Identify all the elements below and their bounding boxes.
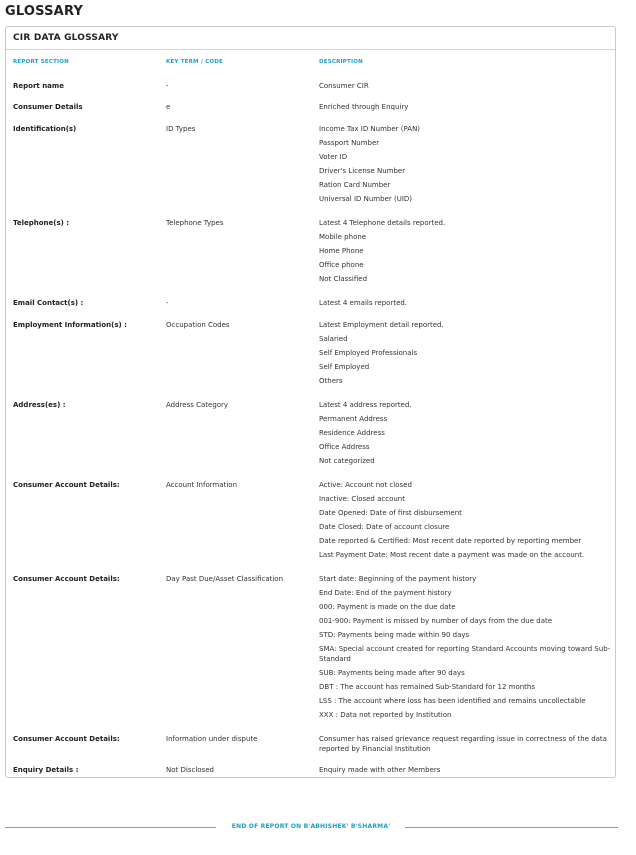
report-section-cell: Consumer Details bbox=[13, 103, 83, 111]
description-cell bbox=[319, 478, 611, 562]
column-headers bbox=[6, 59, 615, 69]
card-title: CIR DATA GLOSSARY bbox=[6, 27, 615, 50]
description-cell bbox=[319, 732, 611, 756]
description-line: Income Tax ID Number (PAN) bbox=[319, 125, 421, 133]
key-term-cell: Not Disclosed bbox=[166, 766, 214, 774]
description-line: Last Payment Date: Most recent date a payment was made on the account. bbox=[319, 551, 585, 559]
footer-divider-right bbox=[405, 827, 618, 828]
description-line: XXX : Data not reported by Institution bbox=[319, 711, 452, 719]
key-term-cell: e bbox=[166, 103, 171, 111]
description-line: Active: Account not closed bbox=[319, 481, 412, 489]
key-term-cell: - bbox=[166, 82, 169, 90]
description-cell bbox=[319, 296, 611, 310]
description-line: Office phone bbox=[319, 261, 364, 269]
description-line: Voter ID bbox=[319, 153, 348, 161]
description-line: Self Employed Professionals bbox=[319, 349, 418, 357]
description-line: Latest 4 Telephone details reported. bbox=[319, 219, 446, 227]
description-line: Mobile phone bbox=[319, 233, 367, 241]
description-line: Date reported & Certified: Most recent date reported by reporting member bbox=[319, 537, 582, 545]
key-term-cell: Information under dispute bbox=[166, 735, 258, 743]
description-cell bbox=[319, 79, 611, 93]
report-section-cell: Report name bbox=[13, 82, 64, 90]
key-term-cell: ID Types bbox=[166, 125, 196, 133]
description-line: Not Classified bbox=[319, 275, 368, 283]
column-header-description: DESCRIPTION bbox=[319, 59, 363, 65]
report-section-cell: Address(es) : bbox=[13, 401, 66, 409]
description-line: Inactive: Closed account bbox=[319, 495, 405, 503]
description-cell bbox=[319, 100, 611, 114]
description-line: Salaried bbox=[319, 335, 348, 343]
description-line: Office Address bbox=[319, 443, 370, 451]
description-cell bbox=[319, 216, 611, 286]
description-cell bbox=[319, 398, 611, 468]
report-section-cell: Identification(s) bbox=[13, 125, 77, 133]
description-line: Permanent Address bbox=[319, 415, 388, 423]
description-line: Date Opened: Date of first disbursement bbox=[319, 509, 462, 517]
key-term-cell: Day Past Due/Asset Classification bbox=[166, 575, 284, 583]
description-line: Date Closed: Date of account closure bbox=[319, 523, 450, 531]
description-line: Consumer CIR bbox=[319, 82, 369, 90]
key-term-cell: Telephone Types bbox=[166, 219, 224, 227]
description-line: Universal ID Number (UID) bbox=[319, 195, 413, 203]
description-line: End Date: End of the payment history bbox=[319, 589, 452, 597]
description-line: Start date: Beginning of the payment history bbox=[319, 575, 477, 583]
description-line: Latest 4 address reported. bbox=[319, 401, 412, 409]
description-line: Enriched through Enquiry bbox=[319, 103, 409, 111]
report-section-cell: Enquiry Details : bbox=[13, 766, 79, 774]
description-line: Residence Address bbox=[319, 429, 385, 437]
description-line: DBT : The account has remained Sub-Standard for 12 months bbox=[319, 683, 535, 691]
column-header-report-section: REPORT SECTION bbox=[13, 59, 69, 65]
description-line: Enquiry made with other Members bbox=[319, 766, 441, 774]
description-cell bbox=[319, 763, 611, 777]
description-line: Driver's License Number bbox=[319, 167, 406, 175]
description-line: Latest Employment detail reported. bbox=[319, 321, 444, 329]
description-line: Passport Number bbox=[319, 139, 380, 147]
description-cell bbox=[319, 122, 611, 206]
description-line: Not categorized bbox=[319, 457, 375, 465]
description-line: SMA: Special account created for reporting Standard Accounts moving toward Sub-Standard bbox=[319, 645, 611, 663]
column-header-key-term: KEY TERM / CODE bbox=[166, 59, 224, 65]
report-section-cell: Employment Information(s) : bbox=[13, 321, 127, 329]
description-line: Consumer has raised grievance request regarding issue in correctness of the data reported by Financial Institution bbox=[319, 735, 607, 753]
key-term-cell: - bbox=[166, 299, 169, 307]
report-section-cell: Email Contact(s) : bbox=[13, 299, 84, 307]
report-section-cell: Consumer Account Details: bbox=[13, 481, 120, 489]
description-cell bbox=[319, 318, 611, 388]
description-line: SUB: Payments being made after 90 days bbox=[319, 669, 465, 677]
description-line: LSS : The account where loss has been identified and remains uncollectable bbox=[319, 697, 586, 705]
description-line: Others bbox=[319, 377, 343, 385]
description-line: 001-900: Payment is missed by number of days from the due date bbox=[319, 617, 553, 625]
description-line: Home Phone bbox=[319, 247, 364, 255]
description-cell bbox=[319, 572, 611, 722]
key-term-cell: Occupation Codes bbox=[166, 321, 230, 329]
report-section-cell: Consumer Account Details: bbox=[13, 575, 120, 583]
key-term-cell: Address Category bbox=[166, 401, 229, 409]
page-title: GLOSSARY bbox=[5, 4, 84, 19]
description-line: Ration Card Number bbox=[319, 181, 391, 189]
footer-divider-left bbox=[5, 827, 216, 828]
description-line: Latest 4 emails reported. bbox=[319, 299, 408, 307]
report-section-cell: Telephone(s) : bbox=[13, 219, 70, 227]
end-of-report-label: END OF REPORT ON B'ABHISHEK' B'SHARMA' bbox=[231, 823, 391, 830]
report-section-cell: Consumer Account Details: bbox=[13, 735, 120, 743]
description-line: STD: Payments being made within 90 days bbox=[319, 631, 470, 639]
description-line: Self Employed bbox=[319, 363, 370, 371]
key-term-cell: Account Information bbox=[166, 481, 238, 489]
glossary-card bbox=[5, 26, 616, 778]
description-line: 000: Payment is made on the due date bbox=[319, 603, 456, 611]
